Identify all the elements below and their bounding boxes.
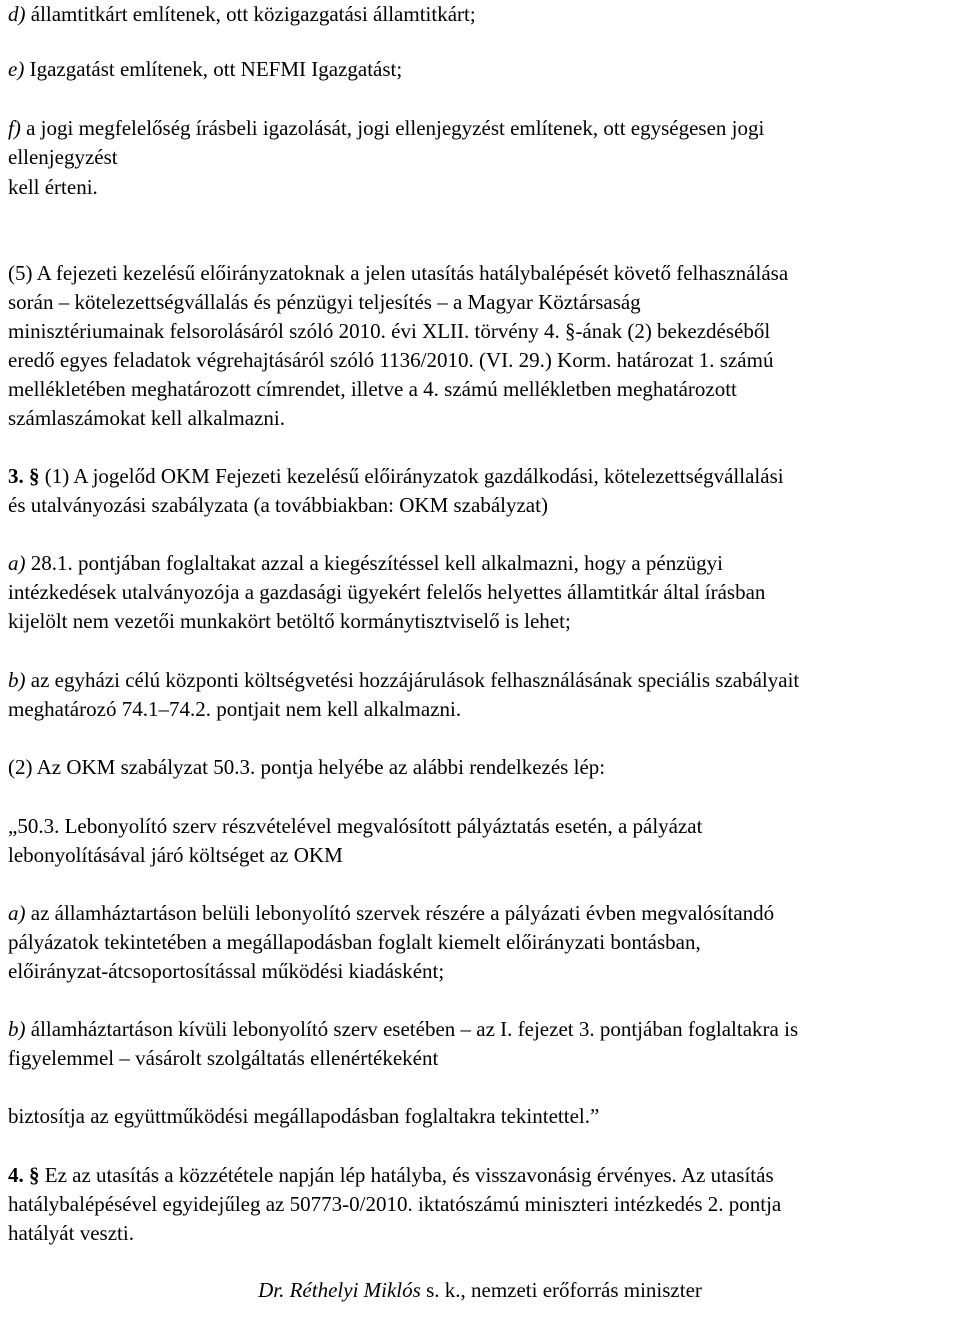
signature (0, 1276, 960, 1305)
paragraph-5-line: számlaszámokat kell alkalmazni. (8, 406, 285, 430)
quote-50-3-line: „50.3. Lebonyolító szerv részvételével megvalósított pályáztatás esetén, a pályázat (8, 814, 703, 838)
item-d (8, 0, 958, 29)
item-f-line1: a jogi megfelelőség írásbeli igazolását, jogi ellenjegyzést említenek, ott egységesen jogi (20, 116, 765, 140)
quote-item-a-line2: pályázatok tekintetében a megállapodásban foglalt kiemelt előirányzati bontásban, (8, 930, 701, 954)
quote-item-b-line1: államháztartáson kívüli lebonyolító szerv esetében – az I. fejezet 3. pontjában foglaltakra is (25, 1017, 799, 1041)
paragraph-5-line: (5) A fejezeti kezelésű előirányzatoknak a jelen utasítás hatálybalépését követő felhasználása (8, 261, 789, 285)
paragraph-5-line: minisztériumainak felsorolásáról szóló 2010. évi XLII. törvény 4. §-ának (2) bekezdéséből (8, 319, 771, 343)
paragraph-5 (8, 259, 958, 433)
item-f-line2: ellenjegyzést (8, 145, 118, 169)
quote-50-3 (8, 812, 958, 870)
quote-item-a-label: a) (8, 901, 26, 925)
section-4-number: 4. § (8, 1163, 40, 1187)
quote-item-b (8, 1015, 958, 1073)
section-3-line1: (1) A jogelőd OKM Fejezeti kezelésű előirányzatok gazdálkodási, kötelezettségvállalási (39, 464, 784, 488)
section-3 (8, 462, 958, 520)
paragraph-5-line: mellékletében meghatározott címrendet, illetve a 4. számú mellékletben meghatározott (8, 377, 737, 401)
item-a-line1: 28.1. pontjában foglaltakat azzal a kiegészítéssel kell alkalmazni, hogy a pénzügyi (25, 551, 723, 575)
item-d-text: államtitkárt említenek, ott közigazgatási államtitkárt; (25, 2, 476, 26)
section-4-line2: hatálybalépésével egyidejűleg az 50773-0/2010. iktatószámú miniszteri intézkedés 2. pontja (8, 1192, 782, 1216)
section-3-number: 3. § (8, 464, 40, 488)
item-f-label: f) (8, 116, 21, 140)
kell-erteni: kell érteni. (8, 175, 98, 199)
item-b (8, 666, 958, 724)
quote-item-a-line1: az államháztartáson belüli lebonyolító szervek részére a pályázati évben megvalósítandó (25, 901, 775, 925)
quote-item-a-line3: előirányzat-átcsoportosítással működési kiadásként; (8, 959, 445, 983)
item-e-text: Igazgatást említenek, ott NEFMI Igazgatást; (24, 57, 403, 81)
paragraph-5-line: eredő egyes feladatok végrehajtásáról szóló 1136/2010. (VI. 29.) Korm. határozat 1. számú (8, 348, 774, 372)
paragraph-5-line: során – kötelezettségvállalás és pénzügyi teljesítés – a Magyar Köztársaság (8, 290, 641, 314)
section-4-line1: Ez az utasítás a közzététele napján lép hatályba, és visszavonásig érvényes. Az utasítás (39, 1163, 774, 1187)
quote-item-b-line2: figyelemmel – vásárolt szolgáltatás ellenértékeként (8, 1046, 439, 1070)
item-d-label: d) (8, 2, 26, 26)
paragraph-2: (2) Az OKM szabályzat 50.3. pontja helyébe az alábbi rendelkezés lép: (8, 755, 606, 779)
item-b-line1: az egyházi célú központi költségvetési hozzájárulások felhasználásának speciális szabályait (25, 668, 800, 692)
signature-suffix: s. k., (420, 1278, 466, 1302)
item-f (8, 114, 958, 172)
signature-name: Dr. Réthelyi Miklós (258, 1278, 421, 1302)
quote-item-b-label: b) (8, 1017, 26, 1041)
section-4 (8, 1161, 958, 1248)
item-b-line2: meghatározó 74.1–74.2. pontjait nem kell alkalmazni. (8, 697, 462, 721)
quote-item-a (8, 899, 958, 986)
section-3-line2: és utalványozási szabályzata (a továbbiakban: OKM szabályzat) (8, 493, 548, 517)
item-a (8, 549, 958, 636)
item-e (8, 55, 958, 84)
quote-50-3-line: lebonyolításával járó költséget az OKM (8, 843, 343, 867)
quote-end: biztosítja az együttműködési megállapodásban foglaltakra tekintettel.” (8, 1104, 600, 1128)
section-4-line3: hatályát veszti. (8, 1221, 134, 1245)
item-e-label: e) (8, 57, 25, 81)
item-a-line2: intézkedések utalványozója a gazdasági ügyekért felelős helyettes államtitkár által írásban (8, 580, 766, 604)
signature-title: nemzeti erőforrás miniszter (471, 1278, 702, 1302)
item-a-line3: kijelölt nem vezetői munkakört betöltő kormánytisztviselő is lehet; (8, 609, 571, 633)
item-b-label: b) (8, 668, 26, 692)
item-a-label: a) (8, 551, 26, 575)
